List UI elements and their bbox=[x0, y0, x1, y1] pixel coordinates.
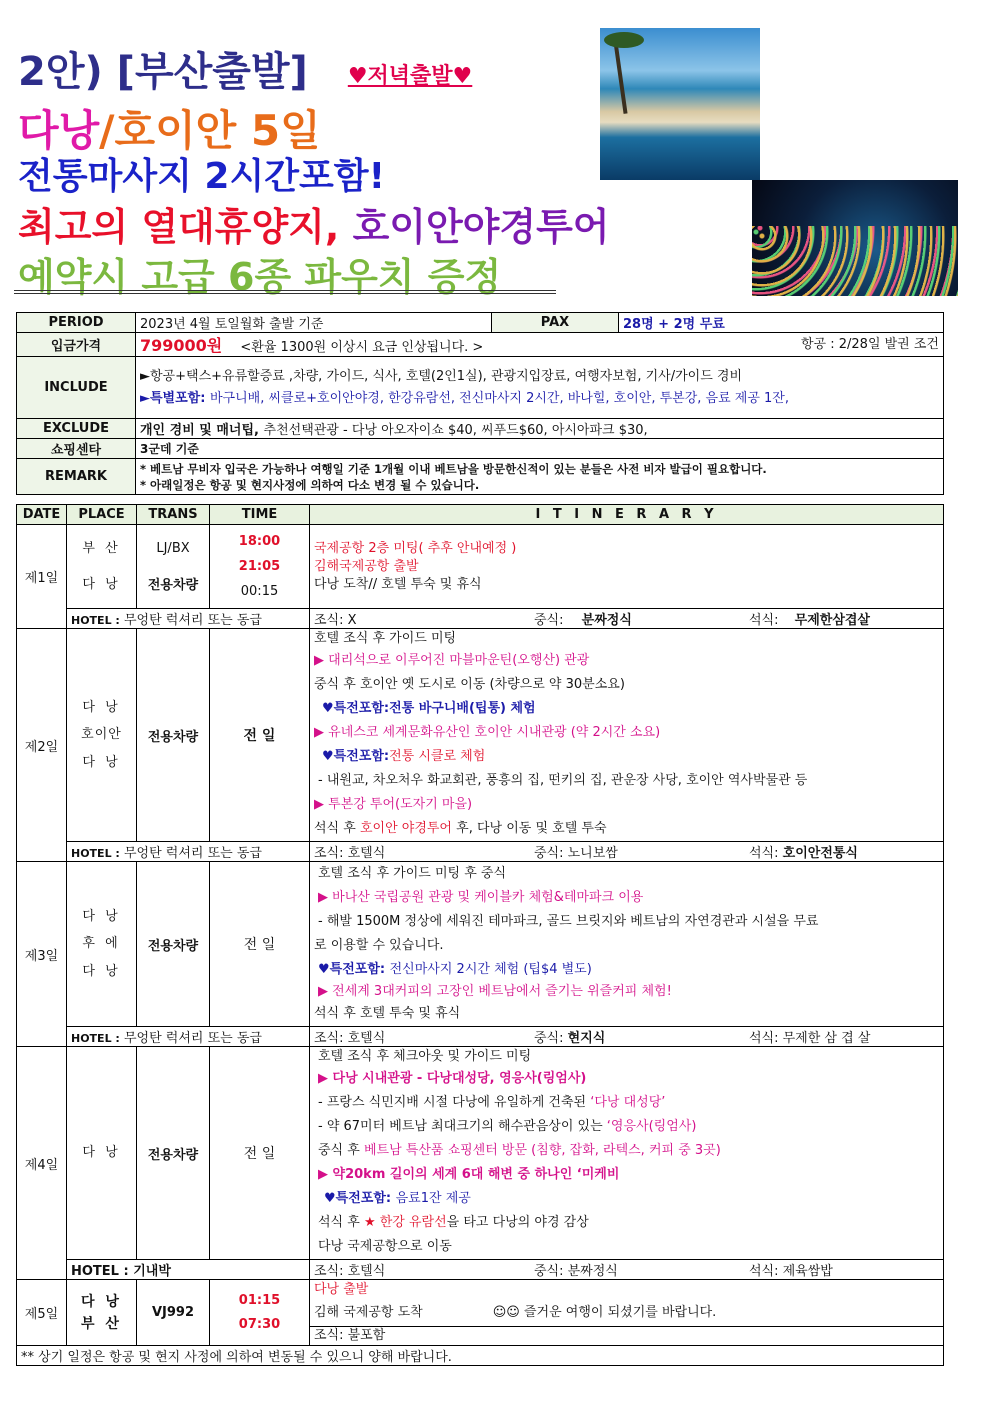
day3-place-3: 다 낭 bbox=[82, 963, 121, 979]
day3-time: 전 일 bbox=[210, 862, 310, 1027]
day4-meals bbox=[310, 1260, 944, 1280]
price-value: 799000원 bbox=[140, 336, 223, 355]
day5-itinerary bbox=[310, 1280, 944, 1346]
pax-label: PAX bbox=[492, 313, 619, 333]
include-label: INCLUDE bbox=[17, 357, 136, 419]
day1-lunch: 중식: 분짜정식 bbox=[534, 613, 632, 628]
day1-date: 제1일 bbox=[17, 525, 67, 629]
day4-time: 전 일 bbox=[210, 1047, 310, 1260]
shopping-label: 쇼핑센타 bbox=[17, 439, 136, 459]
day3-hotel: HOTEL : 무엉탄 럭셔리 또는 동급 bbox=[67, 1027, 310, 1047]
exclude-cell bbox=[136, 419, 944, 439]
day2-row bbox=[17, 629, 944, 842]
price-label: 입금가격 bbox=[17, 333, 136, 357]
period-row bbox=[17, 313, 944, 333]
day2-lunch: 중식: 노니보쌈 bbox=[534, 846, 618, 861]
day3-line-2: ▶ 바나산 국립공원 관광 및 케이블카 체험&테마파크 이용 bbox=[318, 890, 644, 905]
pax-value: 28명 + 2명 무료 bbox=[619, 313, 944, 333]
day2-meals-row bbox=[17, 842, 944, 862]
title-pouch-gift: 예약시 고급 6종 파우치 증정 bbox=[18, 255, 502, 299]
day3-place-1: 다 낭 bbox=[82, 909, 121, 925]
day3-place-2: 후 에 bbox=[82, 936, 121, 952]
price-note: <환율 1300원 이상시 요금 인상됩니다. > bbox=[240, 340, 484, 355]
day4-line-2: ▶ 다낭 시내관광 - 다낭대성당, 영응사(링엄사) bbox=[318, 1071, 587, 1086]
day2-line-1: 호텔 조식 후 가이드 미팅 bbox=[314, 631, 457, 646]
price-cell bbox=[136, 333, 944, 357]
day1-hotel-name: 무엉탄 럭셔리 또는 동급 bbox=[123, 613, 262, 628]
day5-line-3: 조식: 불포함 bbox=[310, 1326, 943, 1345]
day2-place-2: 호이안 bbox=[81, 727, 122, 743]
day5-line-1: 다낭 출발 bbox=[314, 1282, 369, 1297]
itinerary-table bbox=[16, 504, 944, 1366]
day4-line-6: ▶ 약20km 길이의 세계 6대 해변 중 하나인 ‘미케비 bbox=[318, 1167, 620, 1182]
day3-line-3: - 해발 1500M 정상에 세워진 테마파크, 골드 브릿지와 베트남의 자연경관과 시설을 무료 bbox=[318, 914, 819, 929]
title-departure: 2안) [부산출발] bbox=[18, 49, 308, 95]
day2-line-8: ▶ 투본강 투어(도자기 마을) bbox=[314, 797, 473, 812]
day4-trans: 전용차량 bbox=[137, 1047, 210, 1260]
period-label: PERIOD bbox=[17, 313, 136, 333]
include-line-2 bbox=[140, 388, 939, 410]
day3-place bbox=[67, 862, 137, 1027]
day1-trans-1: LJ/BX bbox=[156, 540, 190, 556]
include-line-1: ►항공+택스+유류할증료 ,차량, 가이드, 식사, 호텔(2인1실), 관광지입장료, 여행자보험, 기사/가이드 경비 bbox=[140, 368, 743, 384]
include-special-items: 바구니배, 씨클로+호이안야경, 한강유람선, 전신마사지 2시간, 바나힐, 호이안, 투본강, 음료 제공 1잔, bbox=[209, 390, 789, 406]
remark-label: REMARK bbox=[17, 459, 136, 495]
day1-breakfast: 조식: X bbox=[314, 613, 357, 628]
beach-resort-photo bbox=[600, 28, 760, 180]
evening-departure-badge: ♥저녁출발♥ bbox=[347, 63, 473, 89]
day1-line-1: 국제공항 2층 미팅( 추후 안내예정 ) bbox=[314, 540, 517, 556]
day1-time-1: 18:00 bbox=[238, 534, 281, 549]
day2-time: 전 일 bbox=[210, 629, 310, 842]
day2-line-5: ▶ 유네스코 세계문화유산인 호이안 시내관광 (약 2시간 소요) bbox=[314, 725, 661, 740]
day4-line-5: 중식 후 베트남 특산품 쇼핑센터 방문 (침향, 잡화, 라텍스, 커피 중 3곳) bbox=[318, 1143, 721, 1158]
exclude-label: EXCLUDE bbox=[17, 419, 136, 439]
price-ticket-condition: 항공 : 2/28일 발권 조건 bbox=[800, 337, 939, 352]
title-resort: 최고의 열대휴양지, bbox=[18, 205, 353, 249]
day3-lunch: 중식: 현지식 bbox=[534, 1031, 606, 1046]
day4-meals-row bbox=[17, 1260, 944, 1280]
day2-line-7: - 내원교, 차오처우 화교회관, 풍흥의 집, 떤키의 집, 관운장 사당, 호이안 역사박물관 등 bbox=[318, 773, 808, 788]
day2-place bbox=[67, 629, 137, 842]
day2-date: 제2일 bbox=[17, 629, 67, 862]
title-line-4 bbox=[18, 196, 610, 251]
day4-line-9: 다낭 국제공항으로 이동 bbox=[318, 1239, 452, 1254]
day1-time-2: 21:05 bbox=[238, 559, 281, 574]
day2-trans: 전용차량 bbox=[137, 629, 210, 842]
day3-dinner: 석식: 무제한 삼 겹 살 bbox=[749, 1031, 871, 1046]
day2-dinner: 석식: 호이안전통식 bbox=[749, 846, 858, 861]
day1-meals-row bbox=[17, 609, 944, 629]
hoian-night-lanterns-photo bbox=[752, 180, 958, 296]
day1-meals bbox=[310, 609, 944, 629]
day2-itinerary bbox=[310, 629, 944, 842]
day1-time bbox=[210, 525, 310, 609]
day2-line-3: 중식 후 호이안 옛 도시로 이동 (차량으로 약 30분소요) bbox=[314, 677, 625, 692]
day3-date: 제3일 bbox=[17, 862, 67, 1047]
day3-meals-row bbox=[17, 1027, 944, 1047]
day3-row bbox=[17, 862, 944, 1027]
remark-cell bbox=[136, 459, 944, 495]
day1-line-2: 김해국제공항 출발 bbox=[314, 558, 419, 574]
header-place: PLACE bbox=[67, 505, 137, 525]
shopping-row bbox=[17, 439, 944, 459]
day4-row bbox=[17, 1047, 944, 1260]
day4-line-3: - 프랑스 식민지배 시절 다낭에 유일하게 건축된 ‘다낭 대성당’ bbox=[318, 1095, 666, 1110]
day2-place-1: 다 낭 bbox=[82, 700, 121, 716]
day2-hotel: HOTEL : 무엉탄 럭셔리 또는 동급 bbox=[67, 842, 310, 862]
day1-place-1: 부 산 bbox=[82, 541, 121, 557]
day4-lunch: 중식: 분짜정식 bbox=[534, 1264, 618, 1279]
itinerary-header-row bbox=[17, 505, 944, 525]
day4-breakfast: 조식: 호텔식 bbox=[314, 1264, 386, 1279]
exclude-personal: 개인 경비 및 매너팁, bbox=[140, 423, 264, 438]
header-time: TIME bbox=[210, 505, 310, 525]
day3-line-5: ♥특전포함: 전신마사지 2시간 체험 (팁$4 별도) bbox=[318, 962, 592, 977]
remark-row bbox=[17, 459, 944, 495]
day3-meals bbox=[310, 1027, 944, 1047]
day5-place: 다 낭 부 산 bbox=[67, 1280, 137, 1346]
title-hoian: 호이안 bbox=[114, 106, 237, 155]
footer-row bbox=[17, 1346, 944, 1366]
day4-place: 다 낭 bbox=[67, 1047, 137, 1260]
day1-time-3: 00:15 bbox=[240, 584, 279, 599]
day1-line-3: 다낭 도착// 호텔 투숙 및 휴식 bbox=[314, 576, 482, 592]
exclude-options: 추천선택관광 - 다낭 아오자이쇼 $40, 씨푸드$60, 아시아파크 $30, bbox=[263, 423, 648, 438]
day1-trans-2: 전용차량 bbox=[147, 577, 199, 593]
day3-line-1: 호텔 조식 후 가이드 미팅 후 중식 bbox=[318, 866, 507, 881]
exclude-row bbox=[17, 419, 944, 439]
day4-line-4: - 약 67미터 베트남 최대크기의 해수관음상이 있는 ‘영응사(링엄사) bbox=[318, 1119, 697, 1134]
shopping-value: 3군데 기준 bbox=[136, 439, 944, 459]
include-row bbox=[17, 357, 944, 419]
day1-trans bbox=[137, 525, 210, 609]
day1-place-2: 다 낭 bbox=[82, 576, 121, 592]
title-danang: 다낭 bbox=[18, 106, 100, 155]
day5-time: 01:15 07:30 bbox=[210, 1280, 310, 1346]
day3-line-6: ▶ 전세계 3대커피의 고장인 베트남에서 즐기는 위즐커피 체험! bbox=[318, 984, 672, 999]
day2-line-2: ▶ 대리석으로 이루어진 마블마운틴(오행산) 관광 bbox=[314, 653, 590, 668]
day4-date: 제4일 bbox=[17, 1047, 67, 1280]
remark-line-2: * 아래일정은 항공 및 현지사정에 의하여 다소 변경 될 수 있습니다. bbox=[140, 477, 480, 492]
day4-itinerary bbox=[310, 1047, 944, 1260]
title-slash: / bbox=[99, 106, 115, 155]
header-divider bbox=[14, 290, 556, 294]
day3-trans: 전용차량 bbox=[137, 862, 210, 1027]
day1-hotel-label: HOTEL : bbox=[71, 614, 120, 627]
day1-dinner: 석식: 무제한삼겹살 bbox=[749, 613, 870, 628]
day3-line-4: 로 이용할 수 있습니다. bbox=[314, 938, 444, 953]
day4-hotel: HOTEL : 기내박 bbox=[67, 1260, 310, 1280]
remark-line-1: * 베트남 무비자 입국은 가능하나 여행일 기준 1개월 이내 베트남을 방문한신적이 있는 분들은 사전 비자 발급이 필요합니다. bbox=[140, 461, 767, 476]
day5-date: 제5일 bbox=[17, 1280, 67, 1346]
day3-breakfast: 조식: 호텔식 bbox=[314, 1031, 386, 1046]
day3-itinerary bbox=[310, 862, 944, 1027]
day4-dinner: 석식: 제육쌈밥 bbox=[749, 1264, 833, 1279]
day4-line-1: 호텔 조식 후 체크아웃 및 가이드 미팅 bbox=[318, 1049, 532, 1064]
day2-meals bbox=[310, 842, 944, 862]
day2-breakfast: 조식: 호텔식 bbox=[314, 846, 386, 861]
day2-line-6: ♥특전포함:전통 시클로 체험 bbox=[322, 749, 486, 764]
footer-note: ** 상기 일정은 항공 및 현지 사정에 의하여 변동될 수 있으니 양해 바랍니다. bbox=[17, 1346, 944, 1366]
day1-place bbox=[67, 525, 137, 609]
tour-info-table bbox=[16, 312, 944, 495]
day4-line-8: 석식 후 ★ 한강 유람선을 타고 다낭의 야경 감상 bbox=[318, 1215, 589, 1230]
day1-hotel bbox=[67, 609, 310, 629]
title-night-tour: 호이안야경투어 bbox=[352, 205, 610, 249]
day5-line-2: 김해 국제공항 도착 ☺☺ 즐거운 여행이 되셨기를 바랍니다. bbox=[314, 1305, 717, 1320]
day5-trans: VJ992 bbox=[137, 1280, 210, 1346]
include-cell bbox=[136, 357, 944, 419]
day4-line-7: ♥특전포함: 음료1잔 제공 bbox=[324, 1191, 471, 1206]
day1-row bbox=[17, 525, 944, 609]
header-itinerary: I T I N E R A R Y bbox=[310, 505, 944, 525]
header-date: DATE bbox=[17, 505, 67, 525]
title-massage: 전통마사지 2시간포함! bbox=[18, 156, 385, 197]
title-days: 5일 bbox=[236, 106, 321, 155]
title-line-1 bbox=[18, 40, 472, 97]
day5-row bbox=[17, 1280, 944, 1346]
price-row bbox=[17, 333, 944, 357]
day3-line-7: 석식 후 호텔 투숙 및 휴식 bbox=[314, 1006, 461, 1021]
period-value: 2023년 4월 토일월화 출발 기준 bbox=[136, 313, 492, 333]
day1-itinerary bbox=[310, 525, 944, 609]
day2-place-3: 다 낭 bbox=[82, 754, 121, 770]
day2-line-4: ♥특전포함:전통 바구니배(팁통) 체험 bbox=[322, 701, 536, 716]
header-trans: TRANS bbox=[137, 505, 210, 525]
day2-line-9: 석식 후 호이안 야경투어 후, 다낭 이동 및 호텔 투숙 bbox=[314, 821, 607, 836]
include-special-label: ►특별포함: bbox=[140, 390, 210, 406]
